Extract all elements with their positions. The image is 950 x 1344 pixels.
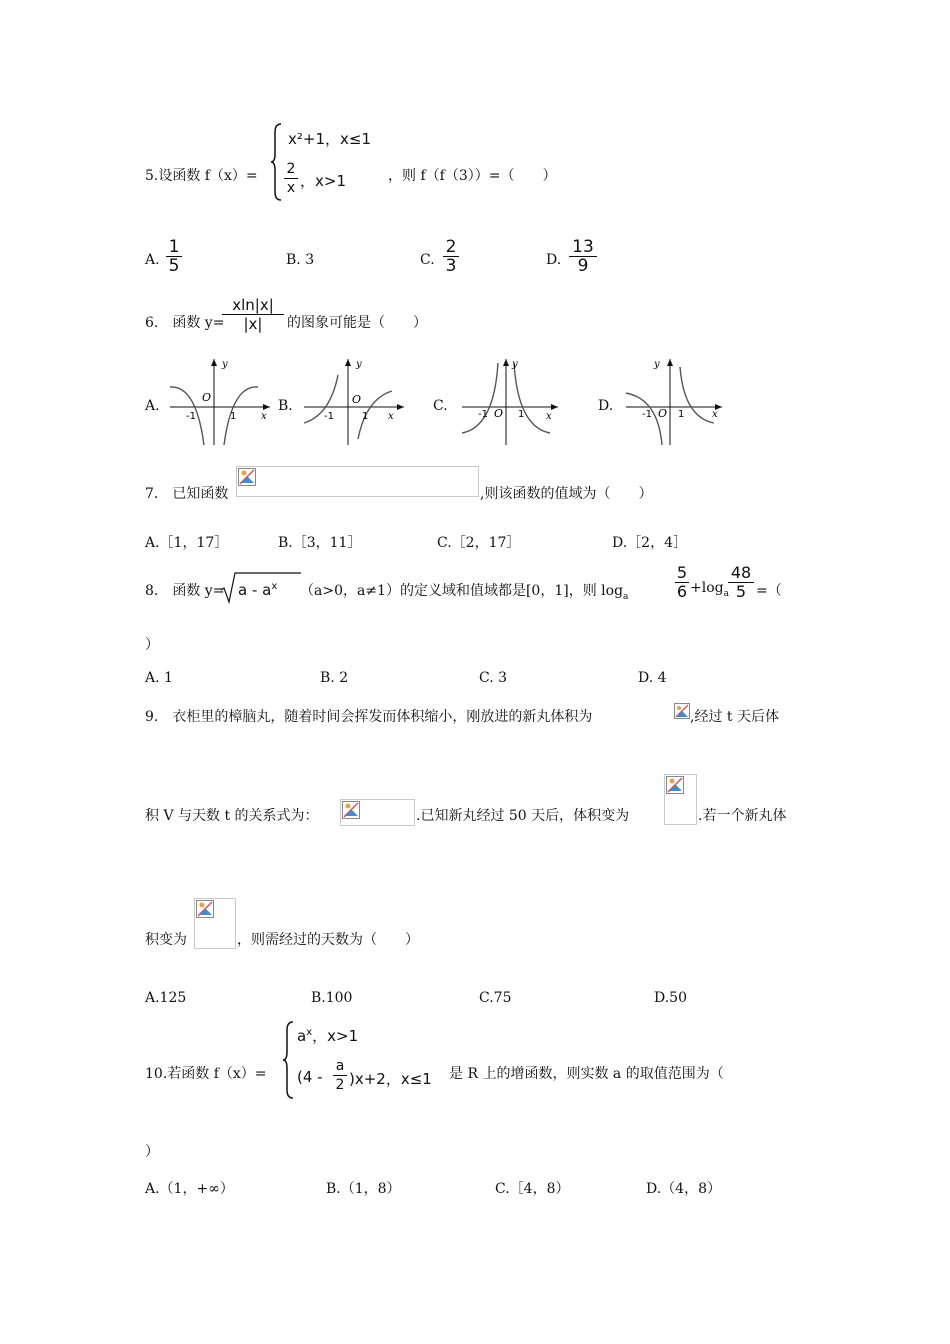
- q9-line2-start: 积 V 与天数 t 的关系式为：: [145, 808, 319, 824]
- q7-option-d: D.［2，4］: [612, 535, 687, 551]
- q6-graph-c-x-label: x: [546, 411, 552, 422]
- q6-graph-a-neg1: -1: [186, 411, 196, 422]
- q6-option-c-label: C.: [433, 398, 448, 414]
- q8-f2-den: 5: [735, 582, 747, 601]
- q10-case1: [297, 1025, 358, 1046]
- q8-f1-den: 6: [676, 582, 688, 601]
- q8-f1-num: 5: [676, 563, 688, 582]
- q9-line2-mid: .已知新丸经过 50 天后，体积变为: [416, 808, 630, 824]
- q6-graph-d: [622, 355, 726, 447]
- q8-option-c: C. 3: [479, 670, 508, 686]
- q9-broken-image-icon-4: [194, 898, 236, 949]
- q10-case2-open: (4 -: [297, 1068, 323, 1086]
- q7-option-b: B.［3，11］: [278, 535, 362, 551]
- q5-option-c-fraction: [443, 238, 459, 275]
- q8-option-a: A. 1: [145, 670, 173, 686]
- q6-graph-c-pos1: 1: [518, 409, 525, 420]
- q6-graph-d-y-label: y: [654, 359, 660, 370]
- q6-graph-c: [458, 355, 562, 447]
- q10-case2-den: 2: [335, 1077, 345, 1093]
- q9-broken-image-icon-2: [340, 799, 415, 826]
- q9-line3-end: ，则需经过的天数为（ ）: [237, 932, 419, 948]
- q5-option-d-label: D.: [546, 252, 562, 268]
- q5-option-a-num: 1: [166, 238, 182, 257]
- q8-radicand-base: a - a: [238, 581, 272, 599]
- q5-option-d-num: 13: [569, 238, 597, 257]
- q8-log-base-1: a: [623, 591, 629, 602]
- q6-option-b-label: B.: [278, 398, 293, 414]
- q6-fraction: [222, 296, 284, 333]
- q10-brace-icon: [282, 1020, 296, 1100]
- q5-option-c-num: 2: [443, 238, 459, 257]
- q8-middle-text: （a>0，a≠1）的定义域和值域都是[0，1]，则 log: [300, 583, 624, 599]
- q5-case1: x²+1，x≤1: [288, 130, 371, 148]
- q8-f2-num: 48: [728, 564, 754, 583]
- q9-line3-start: 积变为: [145, 932, 187, 948]
- q10-option-d: D.（4，8）: [646, 1181, 721, 1197]
- q5-option-c-den: 3: [445, 256, 457, 276]
- q8-fraction-2: [728, 564, 754, 601]
- q10-option-a: A.（1，+∞）: [145, 1181, 234, 1197]
- q10-case1-cond: ，x>1: [312, 1027, 359, 1045]
- q6-frac-num: xln|x|: [222, 296, 284, 315]
- q6-graph-a-x-label: x: [261, 411, 267, 422]
- q6-frac-den: |x|: [243, 315, 263, 333]
- q6-graph-b: [300, 355, 408, 447]
- q5-brace-icon: [270, 122, 284, 202]
- q6-graph-b-neg1: -1: [324, 411, 334, 422]
- q7-option-a: A.［1，17］: [145, 535, 229, 551]
- q7-prefix: 7. 已知函数: [145, 486, 229, 502]
- q5-case2-num: 2: [284, 160, 298, 179]
- q6-prefix: 6. 函数 y=: [145, 315, 225, 331]
- q10-case1-exp: x: [306, 1027, 313, 1038]
- q6-graph-d-o-label: O: [658, 407, 668, 420]
- q8-plus-text: +log: [690, 580, 724, 596]
- q9-option-c: C.75: [479, 990, 512, 1006]
- q5-option-a-den: 5: [168, 256, 180, 276]
- q8-option-d: D. 4: [638, 670, 667, 686]
- q6-graph-b-y-label: y: [356, 359, 362, 370]
- q9-line1-end: ,经过 t 天后体: [690, 709, 779, 725]
- q5-option-d-fraction: [569, 238, 597, 275]
- q6-graph-d-neg1: -1: [642, 409, 652, 420]
- q6-suffix: 的图象可能是（ ）: [287, 315, 427, 331]
- q9-line1: 9. 衣柜里的樟脑丸，随着时间会挥发而体积缩小，刚放进的新丸体积为: [145, 709, 593, 725]
- q10-case1-base: a: [297, 1027, 307, 1045]
- q6-graph-c-o-label: O: [494, 407, 504, 420]
- q7-suffix: ,则该函数的值域为（ ）: [480, 486, 653, 502]
- q6-graph-a-y-label: y: [222, 359, 228, 370]
- q9-option-d: D.50: [654, 990, 687, 1006]
- q6-graph-b-pos1: 1: [362, 411, 369, 422]
- q6-graph-a-o-label: O: [202, 391, 212, 404]
- q10-case2-close: )x+2，x≤1: [349, 1070, 432, 1088]
- q9-option-a: A.125: [145, 990, 187, 1006]
- q5-option-d-den: 9: [577, 256, 589, 276]
- q9-option-b: B.100: [311, 990, 353, 1006]
- q8-middle: [300, 580, 628, 602]
- q5-case2-fraction: [284, 160, 298, 197]
- q5-option-a-label: A.: [145, 252, 160, 268]
- q6-graph-b-x-label: x: [388, 411, 394, 422]
- q8-close: ）: [145, 637, 159, 653]
- q8-prefix: 8. 函数 y=: [145, 583, 225, 599]
- q6-option-d-label: D.: [598, 398, 614, 414]
- q9-line2-end: .若一个新丸体: [698, 808, 787, 824]
- q6-graph-a-pos1: 1: [230, 411, 237, 422]
- q10-prefix: 10.若函数 f（x）=: [145, 1066, 267, 1082]
- q5-option-b: B. 3: [286, 252, 315, 268]
- q6-option-a-label: A.: [145, 398, 160, 414]
- q10-suffix: 是 R 上的增函数，则实数 a 的取值范围为（: [449, 1066, 724, 1082]
- q8-plus-log: [690, 580, 729, 599]
- q5-case2-cond: ，x>1: [300, 172, 346, 190]
- q6-graph-c-neg1: -1: [478, 409, 488, 420]
- q8-fraction-1: [675, 564, 689, 601]
- q5-case2-den: x: [286, 180, 296, 196]
- q8-radicand-exp: x: [271, 581, 278, 592]
- q7-broken-image-icon: [236, 466, 479, 497]
- q8-log-base-2: a: [723, 588, 729, 599]
- q10-option-c: C.［4，8）: [495, 1181, 570, 1197]
- q6-graph-d-pos1: 1: [678, 409, 685, 420]
- q5-suffix: ，则 f（f（3））=（ ）: [388, 168, 557, 184]
- q10-close: ）: [145, 1144, 159, 1160]
- q6-graph-b-o-label: O: [352, 393, 362, 406]
- q9-broken-image-icon-1: [673, 702, 689, 718]
- q10-case2-num: a: [333, 1057, 347, 1076]
- q6-graph-a: [166, 355, 274, 447]
- q10-option-b: B.（1，8）: [326, 1181, 401, 1197]
- q8-radicand: [238, 581, 277, 599]
- q6-graph-d-x-label: x: [712, 409, 718, 420]
- q5-option-c-label: C.: [420, 252, 435, 268]
- q9-broken-image-icon-3: [664, 774, 697, 825]
- q8-end: =（: [756, 583, 782, 599]
- q6-graph-c-y-label: y: [512, 359, 518, 370]
- q5-option-a-fraction: [166, 238, 182, 275]
- q8-option-b: B. 2: [320, 670, 349, 686]
- q7-option-c: C.［2，17］: [437, 535, 521, 551]
- q5-prefix: 5.设函数 f（x）=: [145, 168, 258, 184]
- q10-case2-fraction: [333, 1057, 347, 1094]
